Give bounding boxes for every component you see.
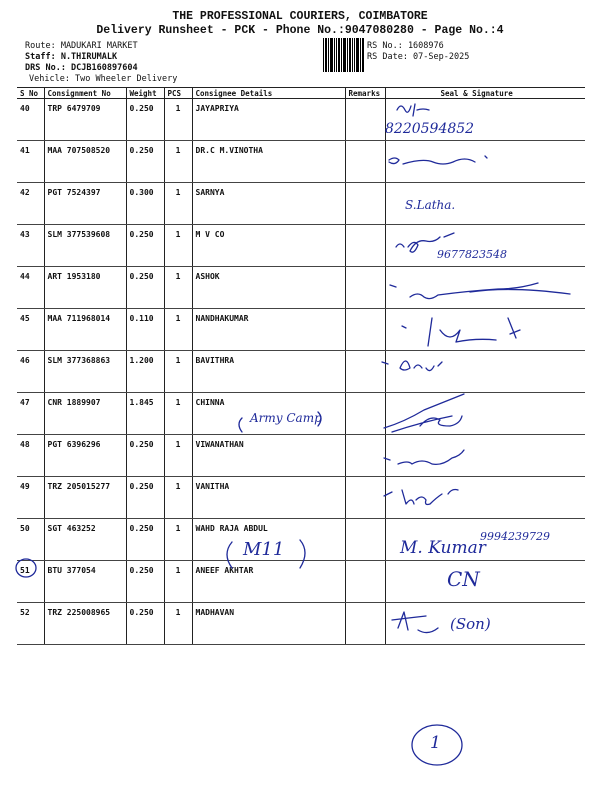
cell-weight: 0.250 — [126, 561, 164, 603]
cell-pcs: 1 — [164, 519, 192, 561]
cell-weight: 0.250 — [126, 267, 164, 309]
cell-consignment: TRZ 205015277 — [44, 477, 126, 519]
table-row — [17, 351, 585, 393]
table-row — [17, 183, 585, 225]
column-header: S No — [17, 88, 44, 99]
cell-pcs: 1 — [164, 309, 192, 351]
cell-sno: 40 — [17, 99, 44, 141]
vehicle-label: Vehicle: Two Wheeler Delivery — [29, 74, 178, 84]
cell-consignee: DR.C M.VINOTHA — [192, 141, 345, 183]
cell-empty — [345, 561, 385, 603]
cell-sno: 46 — [17, 351, 44, 393]
cell-pcs: 1 — [164, 267, 192, 309]
cell-consignee: VIWANATHAN — [192, 435, 345, 477]
handwritten-name-row-50: M. Kumar — [400, 538, 486, 558]
handwritten-code-row-50: M11 — [243, 539, 285, 560]
rs-number: RS No.: 1608976 — [367, 41, 444, 51]
table-row — [17, 603, 585, 645]
cell-sno: 50 — [17, 519, 44, 561]
cell-empty — [345, 393, 385, 435]
handwritten-phone-row-40: 8220594852 — [385, 121, 475, 137]
cell-consignment: ART 1953180 — [44, 267, 126, 309]
table-row — [17, 435, 585, 477]
cell-sno: 47 — [17, 393, 44, 435]
cell-empty — [385, 435, 585, 477]
cell-consignee: CHINNA — [192, 393, 345, 435]
cell-empty — [345, 519, 385, 561]
cell-consignment: TRZ 225008965 — [44, 603, 126, 645]
cell-sno: 49 — [17, 477, 44, 519]
company-title: THE PROFESSIONAL COURIERS, COIMBATORE — [172, 10, 428, 23]
cell-sno: 52 — [17, 603, 44, 645]
cell-consignment: PGT 7524397 — [44, 183, 126, 225]
cell-weight: 1.200 — [126, 351, 164, 393]
handwritten-phone-row-43: 9677823548 — [437, 248, 507, 261]
runsheet-subtitle: Delivery Runsheet - PCK - Phone No.:9047080280 - Page No.:4 — [96, 24, 504, 37]
cell-weight: 0.250 — [126, 141, 164, 183]
column-header: Consignment No — [44, 88, 126, 99]
cell-empty — [385, 309, 585, 351]
cell-empty — [345, 351, 385, 393]
table-header-row — [17, 88, 585, 99]
cell-consignment: TRP 6479709 — [44, 99, 126, 141]
cell-consignment: CNR 1889907 — [44, 393, 126, 435]
cell-sno: 43 — [17, 225, 44, 267]
cell-weight: 0.250 — [126, 519, 164, 561]
cell-weight: 0.250 — [126, 99, 164, 141]
cell-empty — [345, 141, 385, 183]
cell-consignee: ASHOK — [192, 267, 345, 309]
cell-consignment: SGT 463252 — [44, 519, 126, 561]
cell-weight: 0.250 — [126, 477, 164, 519]
cell-consignment: BTU 377054 — [44, 561, 126, 603]
handwritten-page-mark: 1 — [430, 733, 441, 753]
column-header: Remarks — [345, 88, 385, 99]
cell-consignee: SARNYA — [192, 183, 345, 225]
table-row — [17, 309, 585, 351]
table-row — [17, 561, 585, 603]
cell-sno: 45 — [17, 309, 44, 351]
cell-consignment: PGT 6396296 — [44, 435, 126, 477]
handwritten-signature-row-42: S.Latha. — [405, 198, 456, 212]
cell-weight: 0.250 — [126, 603, 164, 645]
cell-empty — [345, 99, 385, 141]
table-row — [17, 477, 585, 519]
handwritten-signature-row-52: (Son) — [450, 615, 491, 633]
cell-consignee: NANDHAKUMAR — [192, 309, 345, 351]
staff-label: Staff: N.THIRUMALK — [25, 52, 118, 62]
cell-weight: 0.300 — [126, 183, 164, 225]
cell-empty — [345, 603, 385, 645]
cell-sno: 48 — [17, 435, 44, 477]
cell-consignment: SLM 377539608 — [44, 225, 126, 267]
cell-weight: 0.110 — [126, 309, 164, 351]
drs-number: DRS No.: DCJB160897604 — [25, 63, 138, 73]
table-row — [17, 141, 585, 183]
cell-sno: 51 — [17, 561, 44, 603]
cell-empty — [385, 477, 585, 519]
rs-date: RS Date: 07-Sep-2025 — [367, 52, 470, 62]
cell-consignee: JAYAPRIYA — [192, 99, 345, 141]
cell-consignment: MAA 711968014 — [44, 309, 126, 351]
cell-consignee: WAHD RAJA ABDUL — [192, 519, 345, 561]
barcode-icon — [323, 38, 365, 72]
column-header: Seal & Signature — [385, 88, 585, 99]
cell-consignee: ANEEF AKHTAR — [192, 561, 345, 603]
cell-empty — [345, 267, 385, 309]
cell-consignee: M V CO — [192, 225, 345, 267]
cell-sno: 44 — [17, 267, 44, 309]
cell-empty — [385, 267, 585, 309]
cell-weight: 0.250 — [126, 225, 164, 267]
handwritten-signature-row-51: CN — [447, 567, 480, 591]
cell-weight: 1.845 — [126, 393, 164, 435]
cell-pcs: 1 — [164, 603, 192, 645]
cell-pcs: 1 — [164, 393, 192, 435]
cell-consignment: MAA 707508520 — [44, 141, 126, 183]
cell-pcs: 1 — [164, 351, 192, 393]
handwritten-phone-row-50: 9994239729 — [480, 530, 550, 543]
cell-sno: 41 — [17, 141, 44, 183]
cell-empty — [345, 435, 385, 477]
cell-empty — [345, 309, 385, 351]
column-header: Weight — [126, 88, 164, 99]
cell-empty — [345, 225, 385, 267]
table-row — [17, 267, 585, 309]
cell-pcs: 1 — [164, 99, 192, 141]
table-row — [17, 99, 585, 141]
cell-consignment: SLM 377368863 — [44, 351, 126, 393]
route-label: Route: MADUKARI MARKET — [25, 41, 138, 51]
cell-pcs: 1 — [164, 183, 192, 225]
cell-consignee: VANITHA — [192, 477, 345, 519]
handwritten-note-row-47: Army Camp — [250, 411, 322, 425]
cell-pcs: 1 — [164, 477, 192, 519]
cell-pcs: 1 — [164, 141, 192, 183]
cell-empty — [385, 351, 585, 393]
cell-empty — [385, 141, 585, 183]
cell-consignee: MADHAVAN — [192, 603, 345, 645]
column-header: PCS — [164, 88, 192, 99]
cell-pcs: 1 — [164, 561, 192, 603]
column-header: Consignee Details — [192, 88, 345, 99]
cell-empty — [385, 393, 585, 435]
cell-empty — [385, 561, 585, 603]
cell-empty — [345, 183, 385, 225]
cell-pcs: 1 — [164, 435, 192, 477]
cell-empty — [345, 477, 385, 519]
cell-weight: 0.250 — [126, 435, 164, 477]
cell-consignee: BAVITHRA — [192, 351, 345, 393]
runsheet-table — [17, 87, 585, 645]
cell-pcs: 1 — [164, 225, 192, 267]
cell-sno: 42 — [17, 183, 44, 225]
